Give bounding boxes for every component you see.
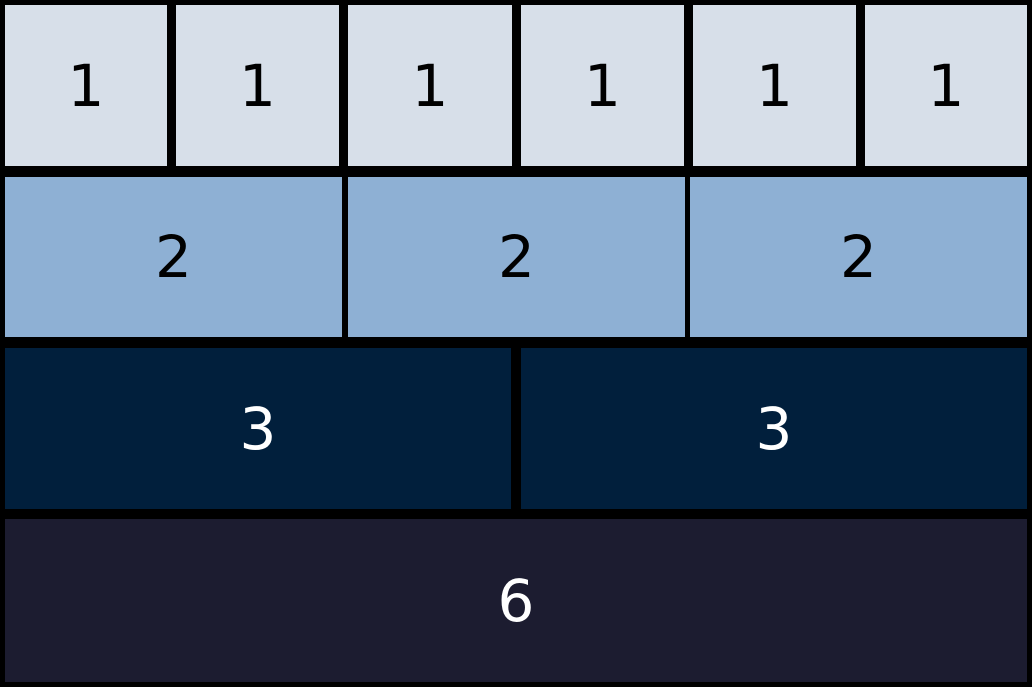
cell-row1-1: 1	[5, 5, 167, 166]
cell-row3-2: 3	[521, 348, 1027, 509]
cell-row2-1: 2	[5, 177, 342, 337]
cell-row3-1: 3	[5, 348, 511, 509]
cell-row1-4: 1	[521, 5, 684, 166]
cell-row1-6: 1	[865, 5, 1027, 166]
cell-row4-1: 6	[5, 519, 1027, 682]
cell-row1-2: 1	[176, 5, 339, 166]
cell-row1-5: 1	[693, 5, 856, 166]
cell-row2-2: 2	[348, 177, 685, 337]
cell-row2-3: 2	[690, 177, 1027, 337]
cell-row1-3: 1	[348, 5, 512, 166]
